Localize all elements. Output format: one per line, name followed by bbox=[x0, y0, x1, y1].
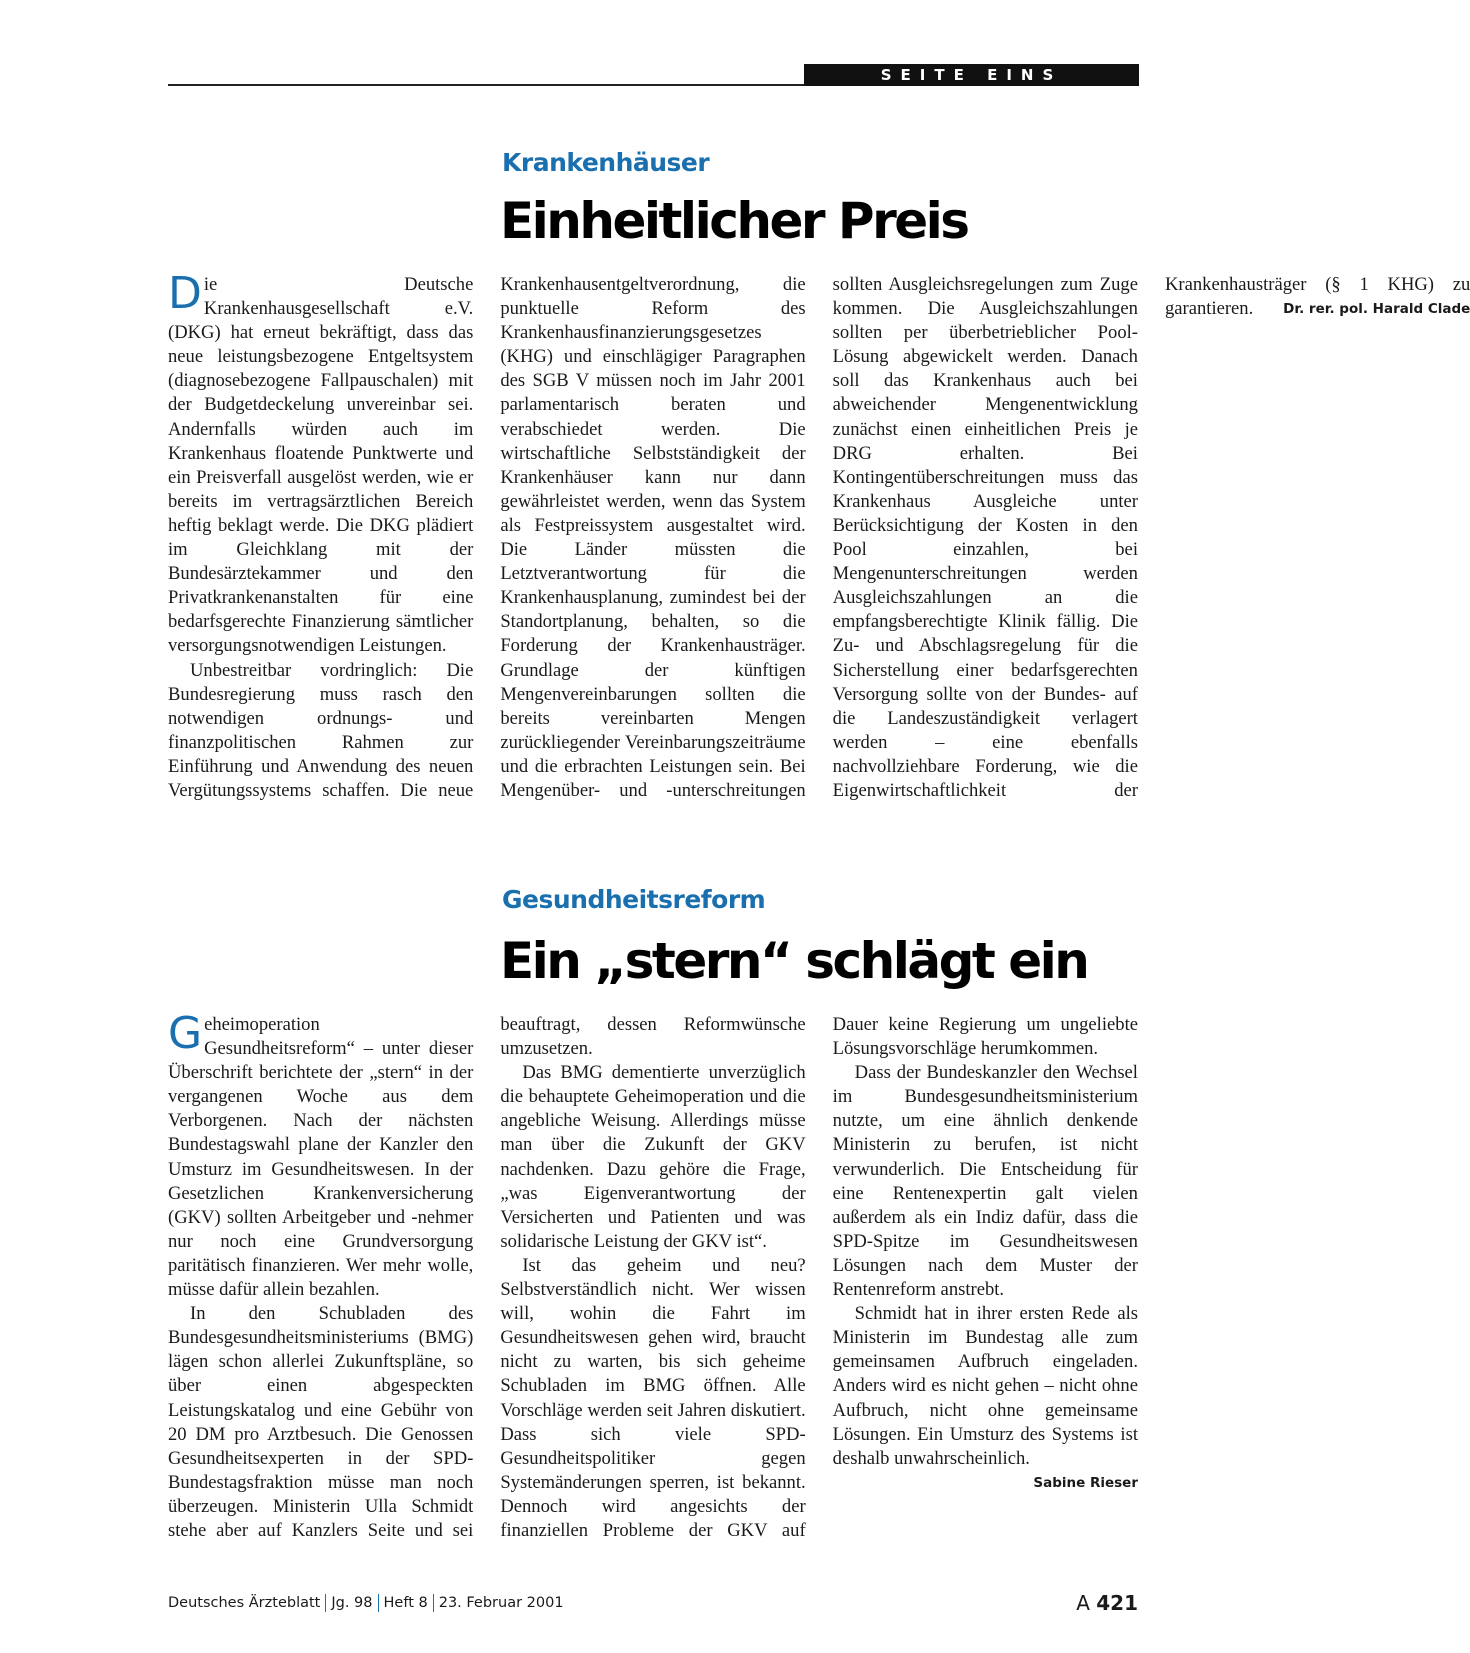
footer-divider bbox=[378, 1594, 379, 1612]
footer-divider bbox=[325, 1594, 326, 1612]
article-1-body bbox=[168, 268, 1470, 818]
article-2-headline: Ein „stern“ schlägt ein bbox=[500, 932, 1088, 990]
article-1-headline: Einheitlicher Preis bbox=[500, 192, 968, 250]
article-2-paragraph: In den Schubladen des Bundesgesundheitsministeriums (BMG) lägen schon allerlei Zukunftspläne, so über einen abgespeckten Leistungskatalog und eine Gebühr von 20 DM pro Arztbesuch. Die Genossen Gesundheitsexperten in der SPD-Bundestagsfraktion müsse man noch überzeugen. Ministerin Ulla Schmidt stehe aber auf Kanzlers Seite und sei beauftragt, dessen Reformwünsche umzusetzen. bbox=[168, 1014, 806, 1541]
article-2-paragraph: Schmidt hat in ihrer ersten Rede als Ministerin im Bundestag alle zum gemeinsamen Aufbruch eingeladen. Anders wird es nicht gehen – nicht ohne Aufbruch, nicht ohne gemeinsame Lösungen. Ein Umsturz des Systems ist deshalb unwahrscheinlich. Sabine Rieser bbox=[833, 1302, 1138, 1471]
article-1-kicker: Krankenhäuser bbox=[502, 148, 710, 177]
volume: Jg. 98 bbox=[331, 1595, 373, 1611]
issue: Heft 8 bbox=[383, 1595, 428, 1611]
section-label: SEITE EINS bbox=[804, 64, 1139, 86]
article-1-paragraph: Die Deutsche Krankenhausgesellschaft e.V. (DKG) hat erneut bekräftigt, dass das neue leistungsbezogene Entgeltsystem (diagnosebezogene Fallpauschalen) mit der Budgetdeckelung unvereinbar sei. Andernfalls würden auch im Krankenhaus floatende Punktwerte und ein Preisverfall ausgelöst werden, wie er bereits im vertragsärztlichen Bereich heftig beklagt werde. Die DKG plädiert im Gleichklang mit der Bundesärztekammer und den Privatkrankenanstalten für eine bedarfsgerechte Finanzierung sämtlicher versorgungsnotwendigen Leistungen. bbox=[168, 268, 474, 657]
article-2-paragraph: Geheimoperation Gesundheitsreform“ – unter dieser Überschrift berichtete der „stern“ in der vergangenen Woche aus dem Verborgenen. Nach der nächsten Bundestagswahl plane der Kanzler den Umsturz im Gesundheitswesen. In der Gesetzlichen Krankenversicherung (GKV) sollten Arbeitgeber und -nehmer nur noch eine Grundversorgung paritätisch finanzieren. Wer mehr wolle, müsse dafür allein bezahlen. bbox=[168, 1008, 474, 1301]
page-footer bbox=[168, 1589, 1138, 1617]
dropcap: D bbox=[168, 268, 202, 319]
page-number: A 421 bbox=[1076, 1591, 1138, 1615]
journal-name: Deutsches Ärzteblatt bbox=[168, 1595, 321, 1611]
author-byline: Dr. rer. pol. Harald Clade bbox=[1283, 301, 1470, 318]
author-byline: Sabine Rieser bbox=[1033, 1474, 1138, 1491]
footer-divider bbox=[433, 1594, 434, 1612]
article-2-paragraph: Dass der Bundeskanzler den Wechsel im Bundesgesundheitsministerium nutzte, um eine ähnlich denkende Ministerin zu berufen, ist nicht verwunderlich. Die Entscheidung für eine Rentenexpertin galt vielen außerdem als ein Indiz dafür, dass die SPD-Spitze im Gesundheitswesen Lösungen nach dem Muster der Rentenreform anstrebt. bbox=[832, 1062, 1138, 1301]
article-2-paragraph: Ist das geheim und neu? Selbstverständlich nicht. Wer wissen will, wohin die Fahrt im Gesundheitswesen gehen wird, braucht nicht zu warten, bis sich geheime Schubladen im BMG öffnen. Alle Vorschläge werden seit Jahren diskutiert. Dass sich viele SPD-Gesundheitspolitiker gegen Systemänderungen sperren, ist bekannt. Dennoch wird angesichts der finanziellen Probleme der GKV auf Dauer keine Regierung um ungeliebte Lösungsvorschläge herumkommen. bbox=[500, 1014, 1138, 1541]
article-2-kicker: Gesundheitsreform bbox=[502, 885, 766, 914]
issue-date: 23. Februar 2001 bbox=[438, 1595, 564, 1611]
article-2-paragraph: Das BMG dementierte unverzüglich die behauptete Geheimoperation und die angebliche Weisung. Allerdings müsse man über die Zukunft der GKV nachdenken. Dazu gehöre die Frage, „was Eigenverantwortung der Versicherten und Patienten und was solidarische Leistung der GKV ist“. bbox=[500, 1062, 806, 1252]
dropcap: G bbox=[168, 1008, 203, 1059]
article-2-body bbox=[168, 1008, 1138, 1558]
article-1-paragraph: Unbestreitbar vordringlich: Die Bundesregierung muss rasch den notwendigen ordnungs- und finanzpolitischen Rahmen zur Einführung und Anwendung des neuen Vergütungssystems schaffen. Die neue Krankenhausentgeltverordnung, die punktuelle Reform des Krankenhausfinanzierungsgesetzes (KHG) und einschlägiger Paragraphen des SGB V müssen noch im Jahr 2001 parlamentarisch beraten und verabschiedet werden. Die wirtschaftliche Selbstständigkeit der Krankenhäuser kann nur dann gewährleistet werden, wenn das System als Festpreissystem ausgestaltet wird. Die Länder müssten die Letztverantwortung für die Krankenhausplanung, zumindest bei der Standortplanung, behalten, so die Forderung der Krankenhausträger. Grundlage der künftigen Mengenvereinbarungen sollten die bereits vereinbarten Mengen zurückliegender Vereinbarungszeiträume und die erbrachten Leistungen sein. Bei Mengenüber- und -unterschreitungen sollten Ausgleichsregelungen zum Zuge kommen. Die Ausgleichszahlungen sollten per überbetrieblicher Pool-Lösung abgewickelt werden. Danach soll das Krankenhaus auch bei abweichender Mengenentwicklung zunächst einen einheitlichen Preis je DRG erhalten. Bei Kontingentüberschreitungen muss das Krankenhaus Ausgleiche unter Berücksichtigung der Kosten in den Pool einzahlen, bei Mengenunterschreitungen werden Ausgleichszahlungen an die empfangsberechtigte Klinik fällig. Die Zu- und Abschlagsregelung für die Sicherstellung einer bedarfsgerechten Versorgung sollte von der Bundes- auf die Landeszuständigkeit verlagert werden – eine ebenfalls nachvollziehbare Forderung, wie die Eigenwirtschaftlichkeit der Krankenhausträger (§ 1 KHG) zu garantieren. Dr. rer. pol. Harald Clade bbox=[168, 274, 1470, 801]
